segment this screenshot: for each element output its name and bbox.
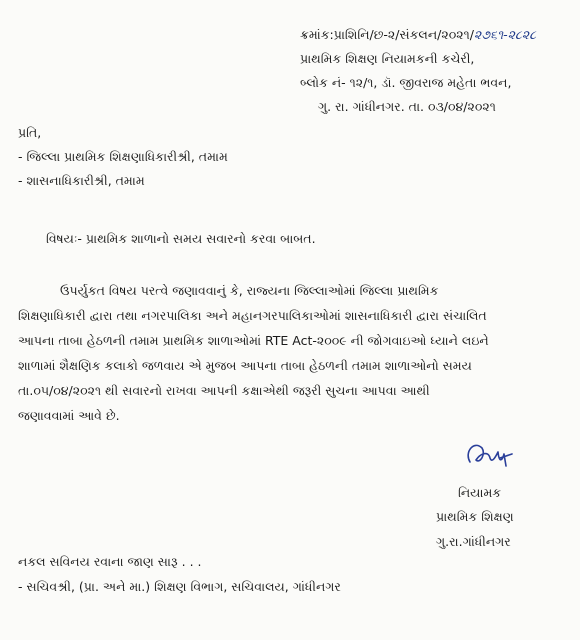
reference-number — [300, 26, 536, 44]
body-line: ઉપર્યુકત વિષય પરત્વે જણાવવાનું કે, રાજ્યના જિલ્લાઓમાં જિલ્લા પ્રાથમિક — [60, 283, 439, 298]
signatory-title: નિયામક — [458, 485, 502, 500]
office-name: પ્રાથમિક શિક્ષણ નિયામકની કચેરી, — [300, 51, 475, 66]
recipient-item: - જિલ્લા પ્રાથમિક શિક્ષણાધિકારીશ્રી, તમામ — [18, 149, 228, 164]
body-line: તા.૦૫/૦૪/૨૦૨૧ થી સવારનો રાખવા આપની કક્ષાએથી જરૂરી સુચના આપવા આથી — [18, 383, 430, 398]
reference-handwritten-number: ૨૭૬૧-૨૮૨૮ — [473, 27, 537, 42]
office-address: બ્લોક નં- ૧૨/૧, ડૉ. જીવરાજ મહેતા ભવન, — [300, 75, 512, 90]
body-line: જણાવવામાં આવે છે. — [18, 408, 120, 423]
body-line: શાળામાં શૈક્ષણિક કલાકો જળવાય એ મુજબ આપના તાબા હેઠળની તમામ શાળાઓનો સમય — [18, 358, 472, 373]
copy-label: નકલ સવિનય રવાના જાણ સારૂ . . . — [18, 554, 202, 569]
signatory-place: ગુ.રા.ગાંધીનગર — [436, 534, 511, 549]
recipient-item: - શાસનાધિકારીશ્રી, તમામ — [18, 173, 145, 188]
signatory-department: પ્રાથમિક શિક્ષણ — [436, 509, 514, 524]
office-city-date: ગુ. રા. ગાંધીનગર. તા. ૦૩/૦૪/૨૦૨૧ — [318, 99, 496, 114]
body-line: શિક્ષણાધિકારી દ્વારા તથા નગરપાલિકા અને મહાનગરપાલિકાઓમાં શાસનાધિકારી દ્વારા સંચાલિત — [18, 308, 487, 323]
subject-line: વિષયઃ- પ્રાથમિક શાળાનો સમય સવારનો કરવા બાબત. — [46, 231, 316, 246]
body-line: આપના તાબા હેઠળની તમામ પ્રાથમિક શાળાઓમાં RTE Act-૨૦૦૯ ની જોગવાઇઓ ધ્યાને લઇને — [18, 333, 489, 348]
copy-item: - સચિવશ્રી, (પ્રા. અને મા.) શિક્ષણ વિભાગ, સચિવાલય, ગાંધીનગર — [18, 579, 341, 594]
reference-prefix: ક્રમાંક:પ્રાશિનિ/છ-૨/સંકલન/૨૦૨૧/ — [300, 27, 474, 42]
signature-image — [462, 432, 522, 478]
to-label: પ્રતિ, — [18, 125, 42, 140]
